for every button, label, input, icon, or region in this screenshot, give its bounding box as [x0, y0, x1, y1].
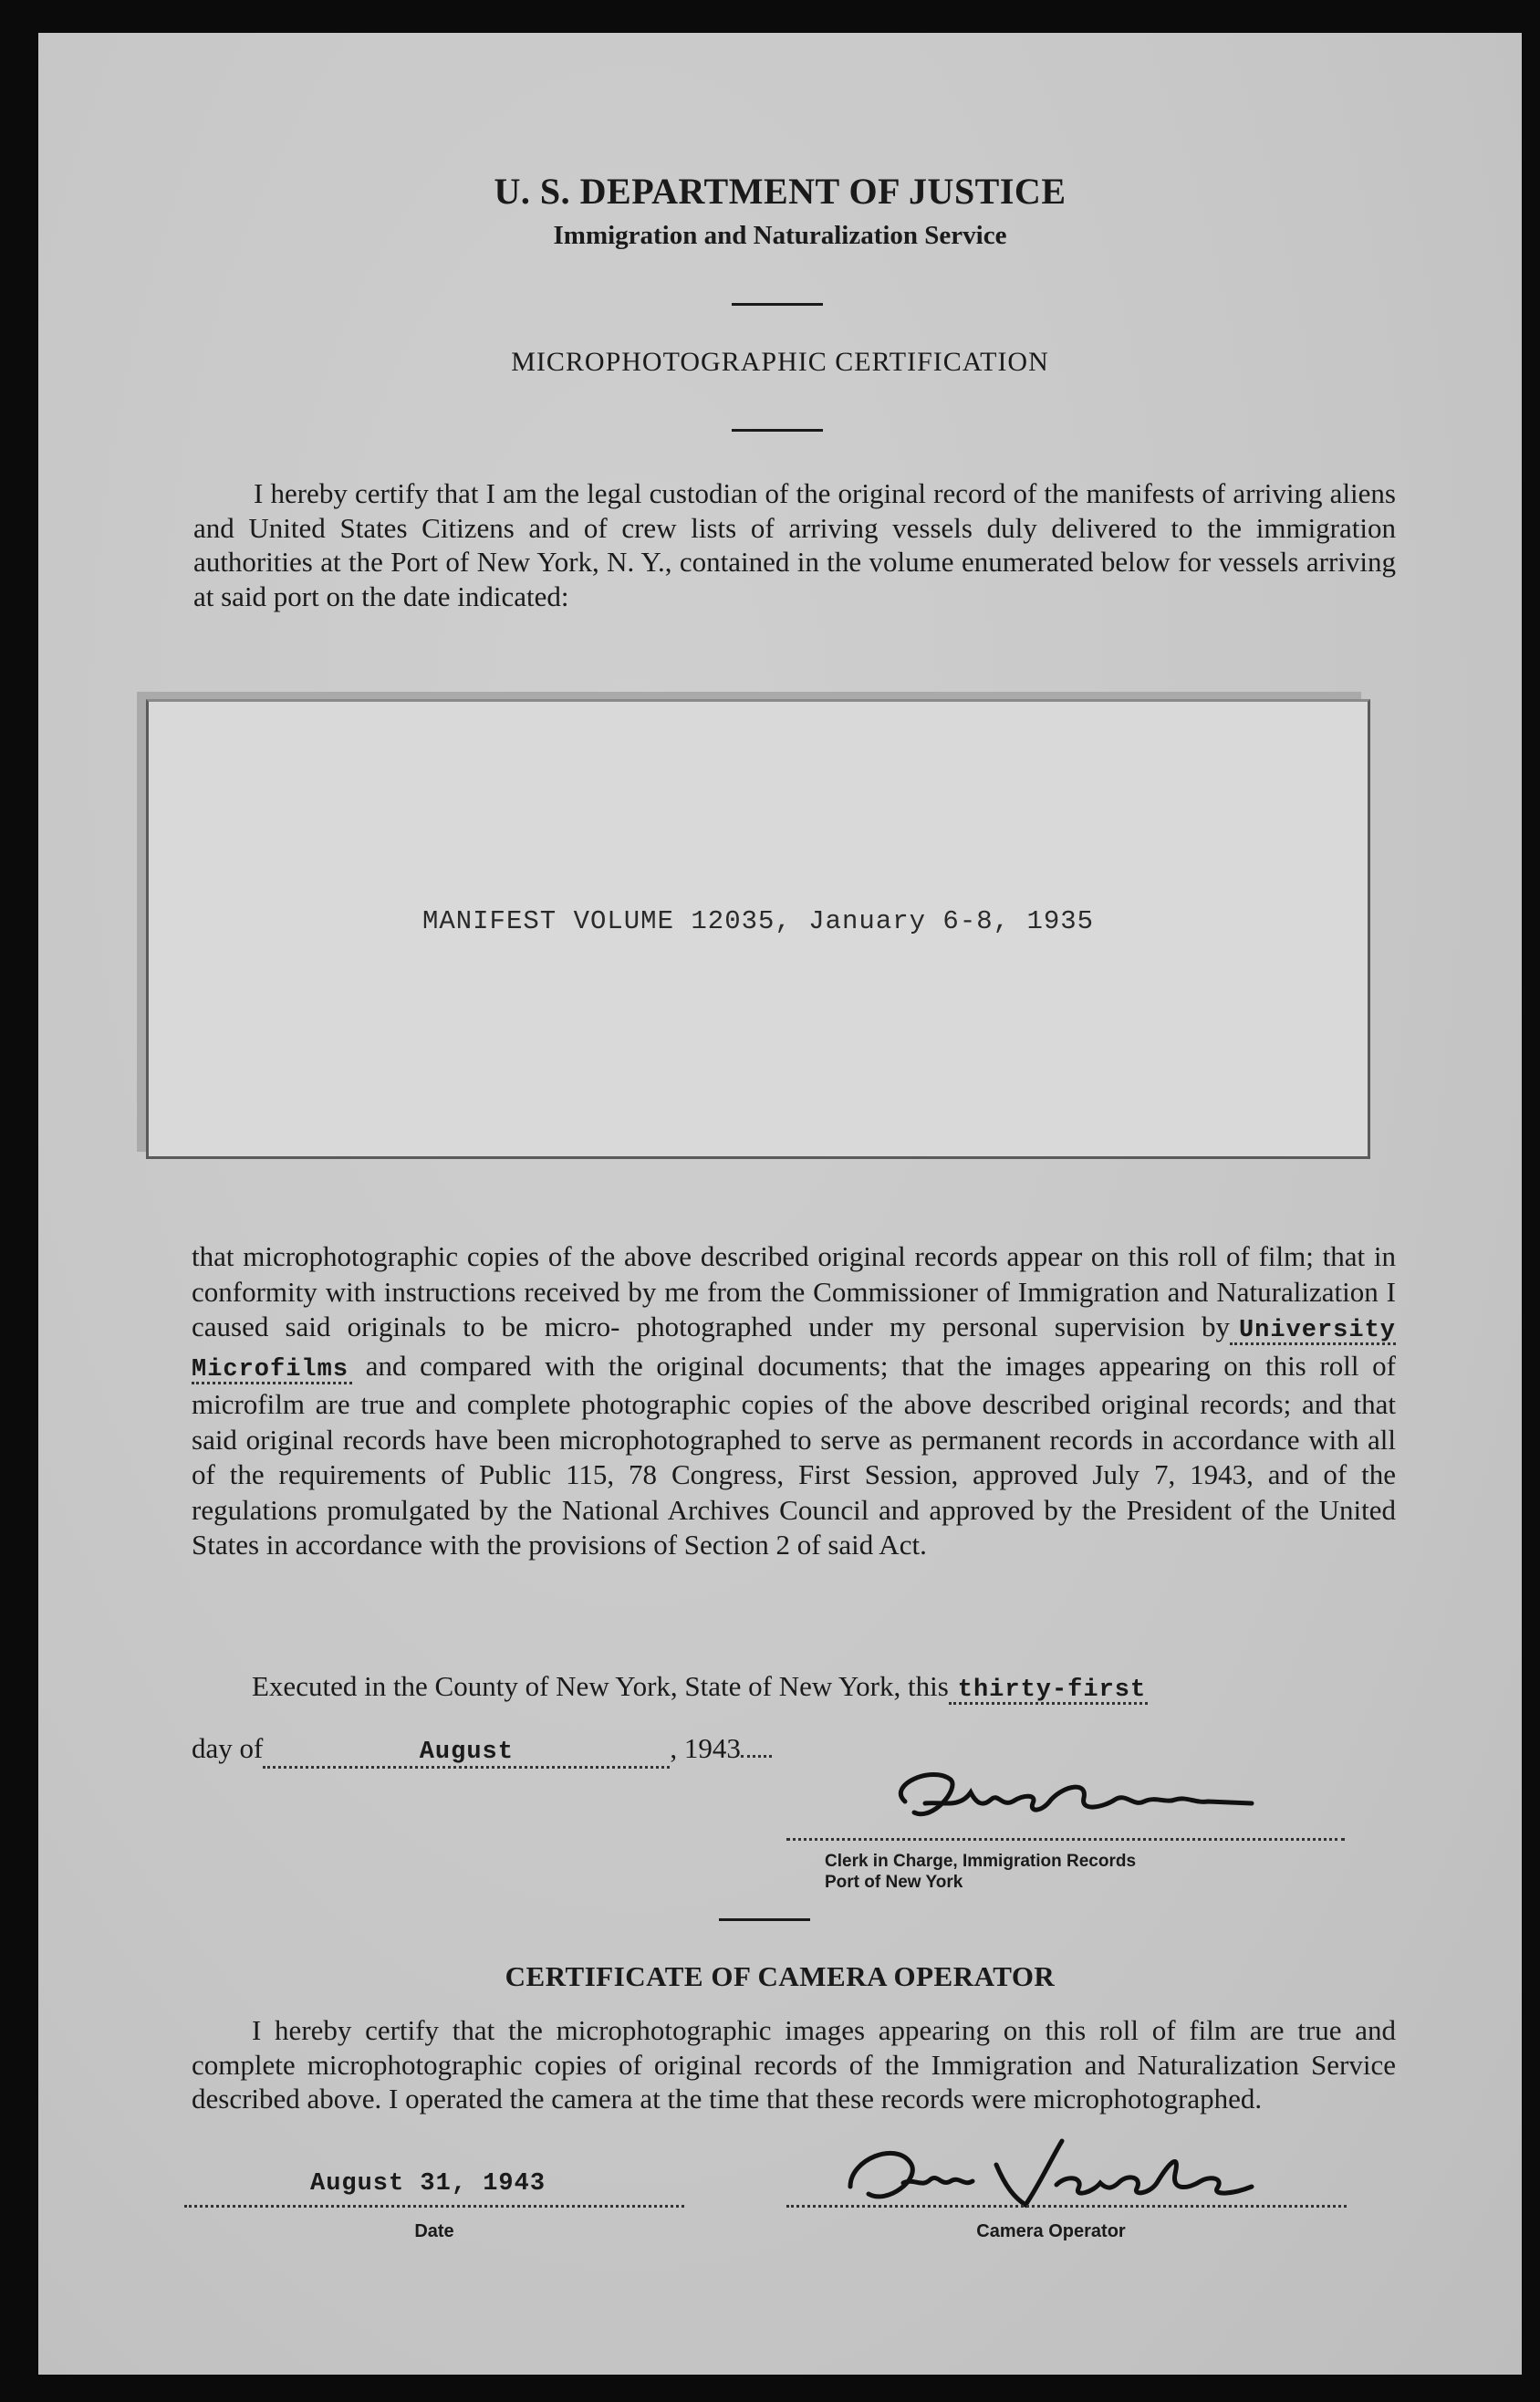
date-line: [184, 2205, 684, 2208]
camera-heading: CERTIFICATE OF CAMERA OPERATOR: [505, 1960, 1056, 1992]
body-text-1: that microphotographic copies of the above described original records appear on this roll of film; that in conformity with instructions received by me from the Commissioner of Immigration and Naturalization I caused said originals to be micro-: [192, 1240, 1396, 1342]
date-label: Date: [414, 2221, 454, 2241]
divider: [719, 1918, 810, 1921]
executed-year: 1943: [683, 1732, 741, 1764]
intro-text: I hereby certify that I am the legal custodian of the original record of the manifests of arriving aliens and United States Citizens and of crew lists of arriving vessels duly delivered to the immigration authorities at the Port of New York, N. Y., contained in the volume enumerated below for vessels arriving at said port on the date indicated:: [193, 477, 1396, 612]
photographer-name: University Microfilms: [192, 1317, 1396, 1384]
department-title: U. S. DEPARTMENT OF JUSTICE: [494, 171, 1067, 212]
clerk-title: [825, 1851, 1136, 1893]
day-of-line: day of August , 1943: [192, 1732, 772, 1769]
executed-month: August: [419, 1739, 514, 1766]
body-paragraph: [192, 1239, 1396, 1563]
camera-date-value: August 31, 1943: [310, 2170, 546, 2198]
camera-operator-label: Camera Operator: [976, 2221, 1126, 2241]
body-text-3: and compared with the original documents; that the images appearing on this roll of microfilm are true and complete photographic copies of the above described original records; and that said original records have been microphotographed to serve as permanent records in accordance with all of the requirements of Public 115, 78 Congress, First Session, approved July 7, 1943, and of the regulations promulgated by the National Archives Council and approved by the President of the United States in accordance with the provisions of Section 2 of said Act.: [192, 1349, 1396, 1561]
service-subtitle: Immigration and Naturalization Service: [553, 221, 1007, 250]
body-text-2: photographed under my personal supervision by: [636, 1311, 1230, 1342]
operator-signature-image: [823, 2123, 1334, 2223]
executed-day: thirty-first: [957, 1676, 1147, 1704]
camera-text: I hereby certify that the microphotographic images appearing on this roll of film are true and complete microphotographic copies of original records of the Immigration and Naturalization Service described above. I operated the camera at the time that these records were microphotographed.: [192, 2014, 1396, 2115]
divider: [732, 303, 823, 306]
volume-inset: [146, 699, 1370, 1159]
divider: [732, 429, 823, 432]
clerk-signature-image: [869, 1749, 1325, 1849]
certificate-page: [38, 33, 1522, 2375]
day-of-text: day of: [192, 1732, 264, 1764]
certification-heading: MICROPHOTOGRAPHIC CERTIFICATION: [511, 347, 1049, 377]
clerk-title-line1: Clerk in Charge, Immigration Records: [825, 1852, 1137, 1871]
operator-signature-line: [786, 2205, 1347, 2208]
intro-paragraph: [193, 476, 1396, 613]
camera-paragraph: [192, 2013, 1396, 2116]
executed-text: Executed in the County of New York, State of New York, this: [252, 1670, 949, 1702]
manifest-volume-label: MANIFEST VOLUME 12035, January 6-8, 1935: [421, 906, 1095, 936]
executed-line: [252, 1670, 1148, 1704]
clerk-signature-line: [786, 1838, 1345, 1841]
clerk-title-line2: Port of New York: [825, 1873, 963, 1892]
